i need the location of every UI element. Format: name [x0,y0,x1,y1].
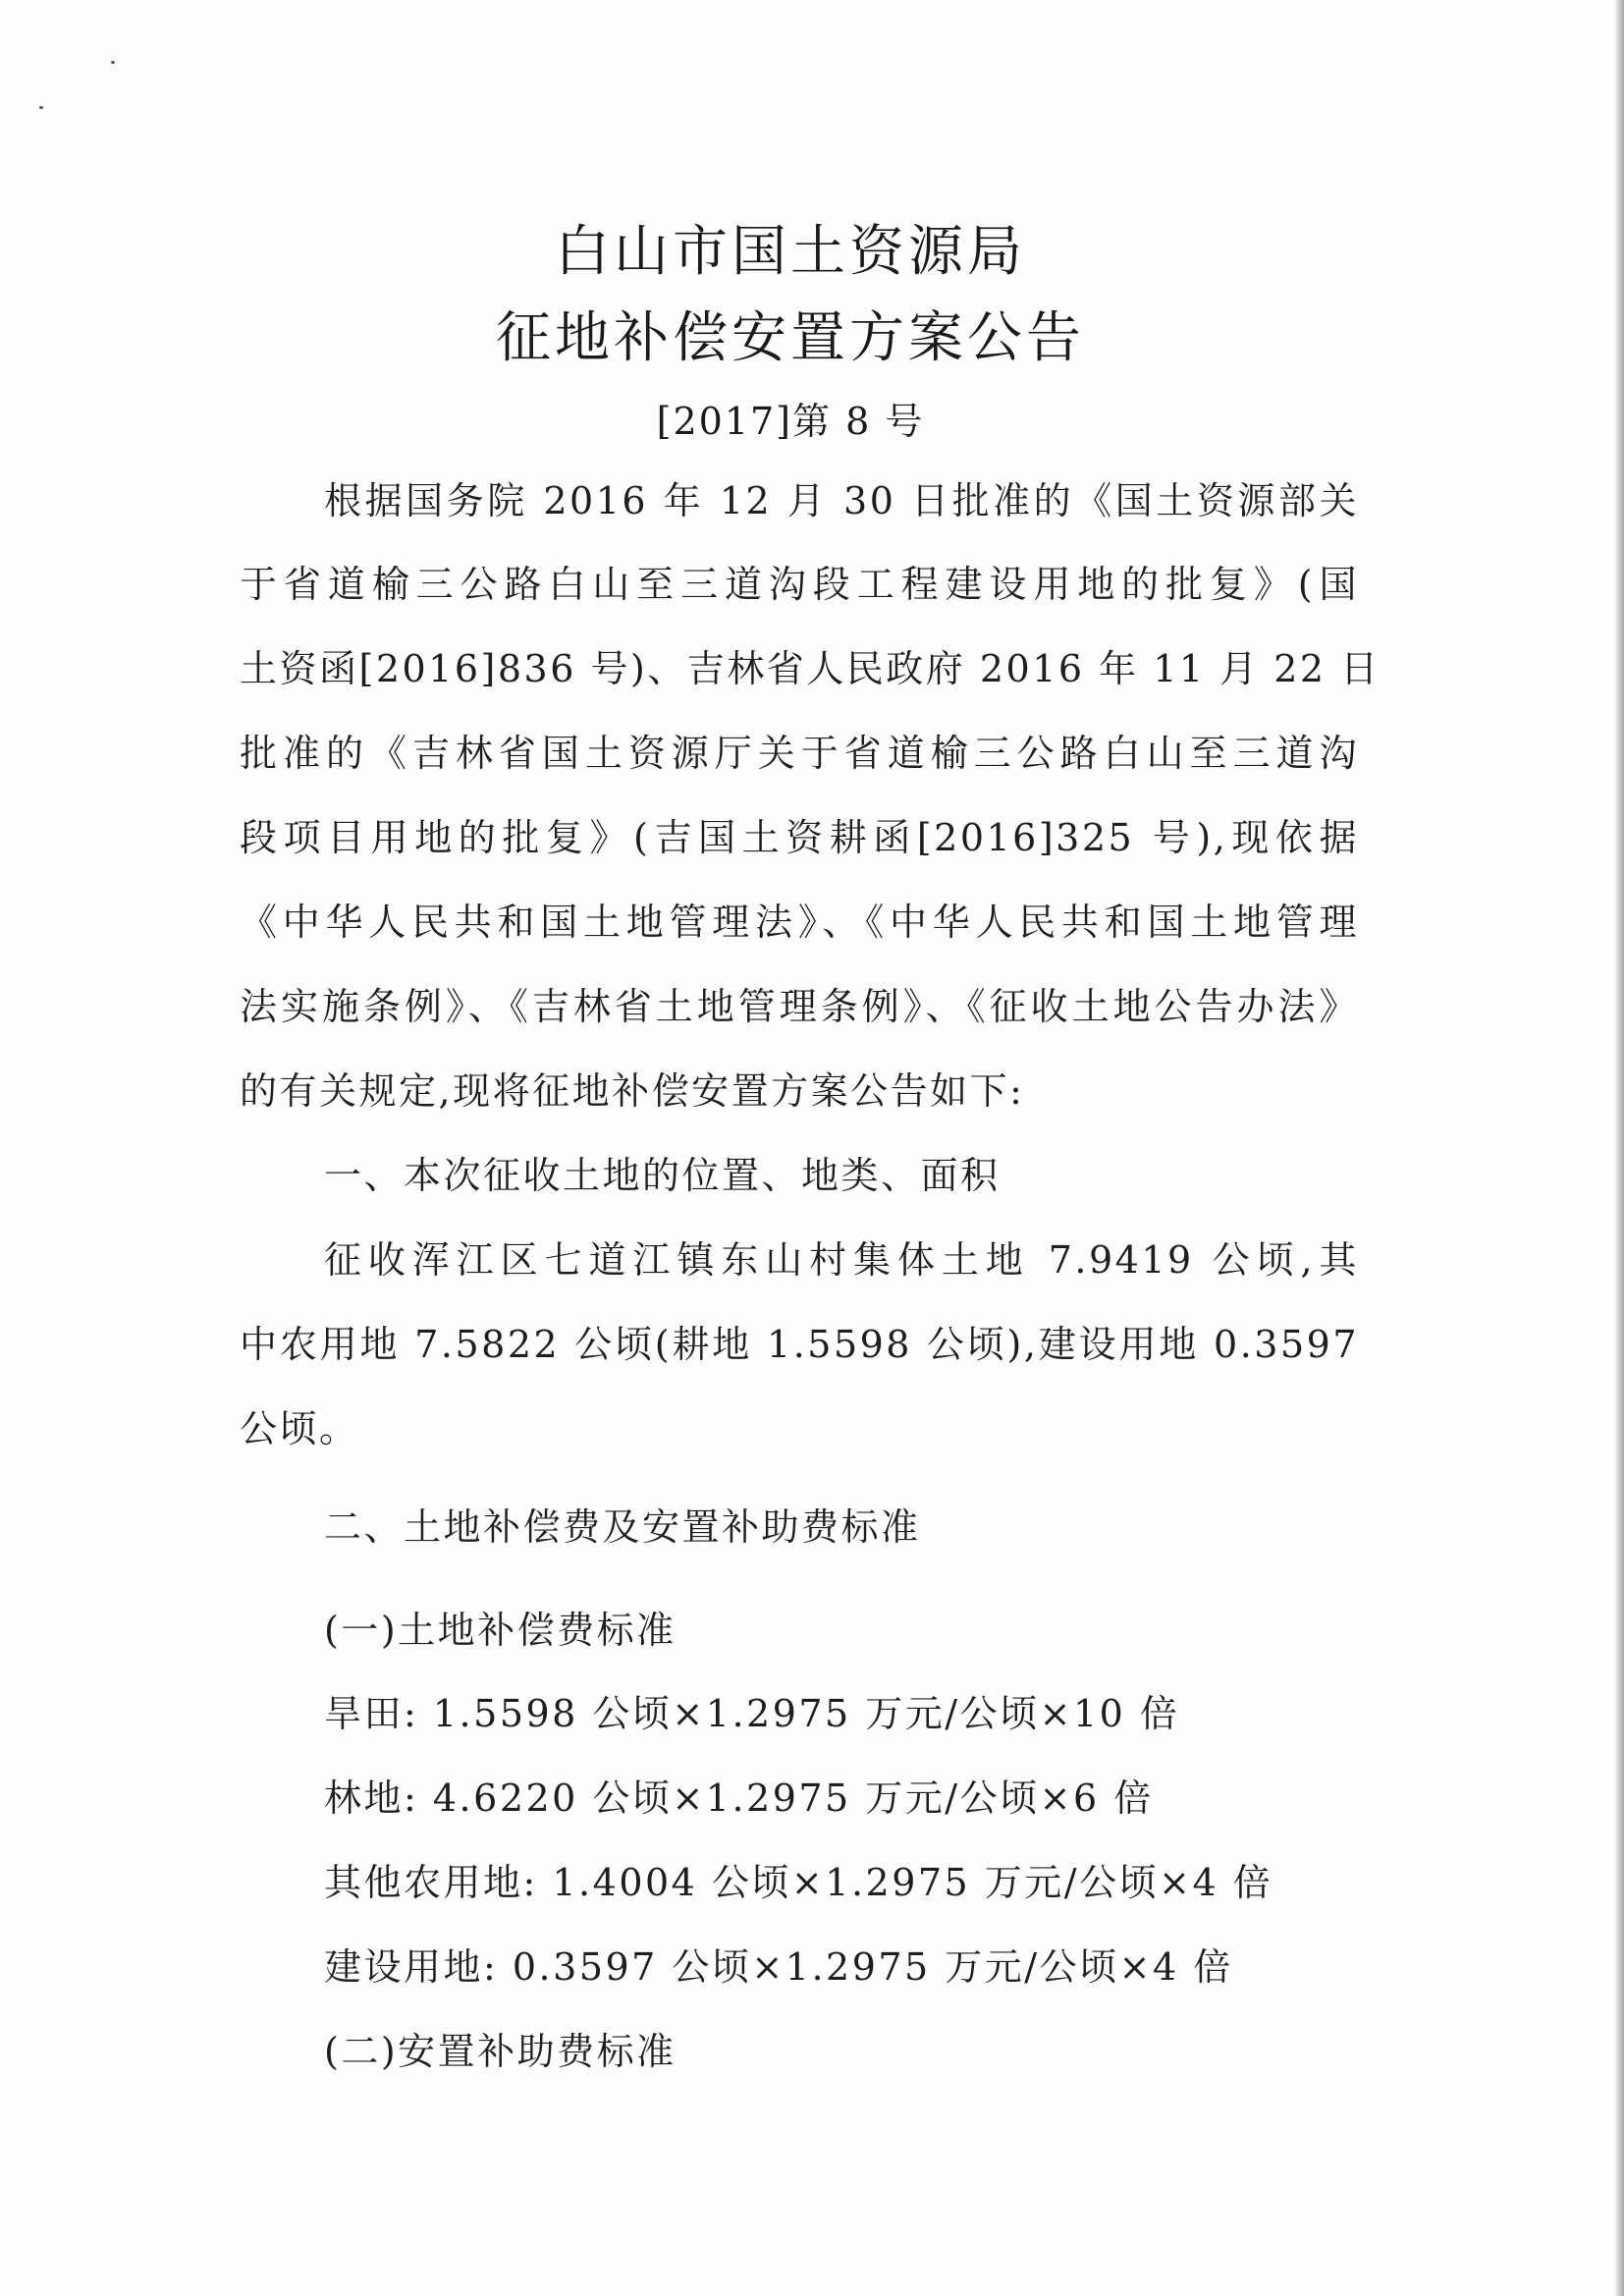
compensation-item-forest-land: 林地: 4.6220 公顷×1.2975 万元/公顷×6 倍 [324,1777,1154,1820]
section-heading-2: 二、土地补偿费及安置补助费标准 [324,1505,921,1549]
subsection-heading-1: (一)土地补偿费标准 [324,1609,677,1652]
body-line: 于省道榆三公路白山至三道沟段工程建设用地的批复》(国 [240,563,1359,606]
body-line: 《中华人民共和国土地管理法》、《中华人民共和国土地管理 [240,901,1359,944]
body-line: 根据国务院 2016 年 12 月 30 日批准的《国土资源部关 [324,479,1359,522]
body-line: 段项目用地的批复》(吉国土资耕函[2016]325 号),现依据 [240,816,1359,859]
document-number: [2017]第 8 号 [656,400,925,443]
body-line: 土资函[2016]836 号)、吉林省人民政府 2016 年 11 月 22 日 [240,647,1380,690]
body-line: 法实施条例》、《吉林省土地管理条例》、《征收土地公告办法》 [240,985,1359,1028]
compensation-item-dry-field: 旱田: 1.5598 公顷×1.2975 万元/公顷×10 倍 [324,1692,1180,1735]
compensation-item-other-farmland: 其他农用地: 1.4004 公顷×1.2975 万元/公顷×4 倍 [324,1861,1273,1904]
body-line: 公顷。 [240,1407,359,1450]
scan-speck [39,106,43,109]
compensation-item-construction-land: 建设用地: 0.3597 公顷×1.2975 万元/公顷×4 倍 [324,1945,1233,1989]
body-line: 征收浑江区七道江镇东山村集体土地 7.9419 公顷,其 [324,1238,1359,1282]
scan-edge-shadow [1614,0,1624,2296]
section-heading-1: 一、本次征收土地的位置、地类、面积 [324,1154,1001,1197]
scan-speck [111,61,115,64]
document-title-line-1: 白山市国土资源局 [555,220,1026,284]
document-title-line-2: 征地补偿安置方案公告 [496,306,1085,370]
body-line: 批准的《吉林省国土资源厅关于省道榆三公路白山至三道沟 [240,732,1359,775]
subsection-heading-2: (二)安置补助费标准 [324,2030,677,2073]
body-line: 的有关规定,现将征地补偿安置方案公告如下: [240,1069,1025,1113]
body-line: 中农用地 7.5822 公顷(耕地 1.5598 公顷),建设用地 0.3597 [240,1323,1359,1366]
